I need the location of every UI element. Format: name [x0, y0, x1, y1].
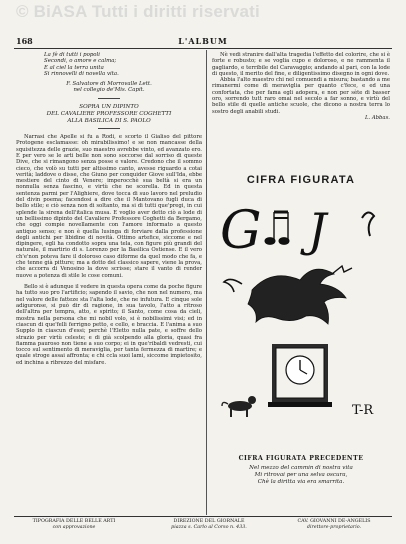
right-column	[212, 52, 390, 121]
footer-editor	[276, 519, 392, 531]
footer-line: direttore-proprietario.	[306, 525, 362, 530]
column-divider	[206, 50, 207, 515]
page-number: 168	[16, 36, 33, 46]
article-title	[16, 104, 202, 124]
article-paragraph: Abbia l'alto maestro chi nel comuendi a misura; bastando a me rimanermi come di meraviglia per quanto c'fece, e ed una confortata, che per fama egli adopera, e non per sète di basser oro, sorrendo tutt raro omai nel secolo a far sonno, e virtù del bello stile di quelle antiche scuole, che dicono a nostra terra lo sostro degli anabili studi.	[212, 77, 390, 115]
script-mark-icon	[362, 212, 374, 236]
solution-line: Mi ritrovai per una selva oscura,	[254, 472, 348, 478]
verse-block	[16, 52, 202, 77]
rebus-drawing	[212, 188, 390, 428]
verse-line: Secondi, o amore e calma;	[44, 58, 117, 65]
article-title-line: ALLA BASILICA DI S. PAOLO	[67, 117, 151, 124]
signature-line: nel collegio de'Mis. Capit.	[73, 87, 145, 94]
clock-pillar-icon	[268, 344, 332, 407]
solution-title: CIFRA FIGURATA PRECEDENTE	[238, 455, 364, 462]
section-rule	[98, 128, 120, 129]
imprint-footer	[14, 516, 392, 539]
verse-line: Si rinnovelli di novella vita.	[44, 70, 119, 77]
dog-icon	[222, 396, 256, 417]
article-paragraph: Nè vedi stranire dall'alta tragedia l'effetto del colorire, che si è forte e robusto; e se voglia cupo e doloroso, e ne rammenta il gagliardo, e terribile del Caravaggio; andando al pari, con la lode di questo, il merito del fine, e diligentissimo disegno in ogni dove.	[212, 52, 390, 77]
article-title-line: SOPRA UN DIPINTO	[79, 104, 139, 111]
running-header	[14, 34, 392, 49]
footer-printer	[14, 519, 134, 531]
article-paragraph: Narrasi che Apelle si fu a Rodi, e scorto il Gialiso del pittore Protogene esclamasse: oh mirabilissimo! e se non mancasse della squisitezza delle grazie, suo maestro avrebbe vinto, ed avanzato ero. E per vero se le arti belle non sono soccorse dal sorriso di queste Dive, che si rimangono senza posse e valore. Credono che il sommo cieco, che volò su tutti per altissimo canto, avesse riguardo a cotai verità; laddove o disse, che Giuno per conquider Giove sull'Ida, ebbe mestiere del cinto di Venere; imperocchè sua beltà si era un nonnulla senza fascino, e virtù che ne scorella. Ed in questa sentenza parmi per l'Alighiere, dove tocca di suo lavoro nel preludio del divin poema; facendosi a dire che il Mantovano fugli duca di bello stile; e ciò senza non di soltanto, ma si di tutti que'pregi, in cui splende la sirena dell'italica musa. E voglio aver detto ciò a lode di un bellissimo dipinto del Cavaliere Professore Coghetti da Bergamo, che oggi compie novellamente con l'amore informato a questo antiquo senso; e non è quella lusinga di forviare dalla professione degli antichi per libidine di novità. Ottimo artefice, siccome e nel dipingere, egli ha condotto sopra una tela, con figure più grandi del naturale, il martirio di s. Lorenzo per la Basilica Ostiense. E il vero ch'e'non poteva fare il doloroso caso diforme da quel modo che fa, e che tenne già pitture; ma a dotto del classico sapere, viene la prova, che accorra di Venosino la dove scrisse; stare il vanto di render nuove a potenza di stile le cose comuni.	[16, 134, 202, 279]
signature-line: F. Salvatore di Morrovalle Lett.	[66, 81, 152, 88]
verse-line: E al ciel la terra unita	[44, 64, 104, 71]
solution-line: Nel mezzo del cammin di nostra vita	[249, 465, 353, 471]
article-signature: L. Abbas.	[364, 114, 390, 121]
footer-line: piazza s. Carlo al Corso n. 433.	[171, 525, 247, 530]
verse-line: La fè di tutti i popoli	[44, 52, 100, 58]
solution-verse	[212, 465, 390, 486]
watermark: © BiASA Tutti i diritti riservati	[16, 2, 260, 21]
article-title-line: DEL CAVALIERE PROFESSORE COGHETTI	[46, 110, 172, 117]
rebus-title: CIFRA FIGURATA	[246, 174, 356, 186]
journal-title: L'ALBUM	[178, 36, 228, 46]
rebus-letter-g: G	[220, 201, 262, 261]
solution-line: Chè la diritta via era smarrita.	[257, 479, 345, 485]
footer-line: con approvazione	[52, 525, 96, 530]
dragon-icon	[224, 266, 352, 324]
footer-line: DIREZIONE DEL GIORNALE	[173, 519, 245, 524]
rebus-illustration	[212, 188, 390, 428]
footer-line: CAV. GIOVANNI DE-ANGELIS	[297, 519, 371, 524]
left-column	[16, 52, 202, 371]
music-notes-icon	[265, 212, 289, 244]
poem-signature	[16, 81, 202, 94]
footer-direction	[144, 519, 274, 531]
article-paragraph: Bello si è adunque il vedere in questa opera come da poche figure ha tutto suo pro l'artificio; sapendo il savio, che non nel numero, ma nel valore delle fatteze sta l'alta lode, che ne infutura. E cinque sole adiguronse, si può dir di ragione, in sua tavolo, l'atto a ritroso dell'altra per tempra, atto, e spirito; il Santo, come cosa da cieli, mostra nella persona che mi nobil volo, si è nobilissimi visi; ed in ciascun di que'felli ferrigno petto, e cello, e braccia. E l'anima a suo Supplo in ciascun d'essi; perchè l'Eletto nulla pate, e soffre dello strazio per virtù celeste; e di già scolpendo alla gloria, quasi fra fiamma pauroso non tiene a suo corpo; ei in que'ribaldi vedresti, cui tocco sul sentimento di meraviglia, per tanta fermezza di martire; e quale stroge assai affronta; e chi ccla suoi lami, siccome impietosito, ed inchina a ribrezzo del misfare.	[16, 284, 202, 366]
section-rule	[98, 98, 120, 99]
rebus-letters-tr: T-R	[352, 403, 374, 418]
rebus-letter-j: J	[308, 203, 327, 257]
footer-line: TIPOGRAFIA DELLE BELLE ARTI	[32, 519, 116, 524]
